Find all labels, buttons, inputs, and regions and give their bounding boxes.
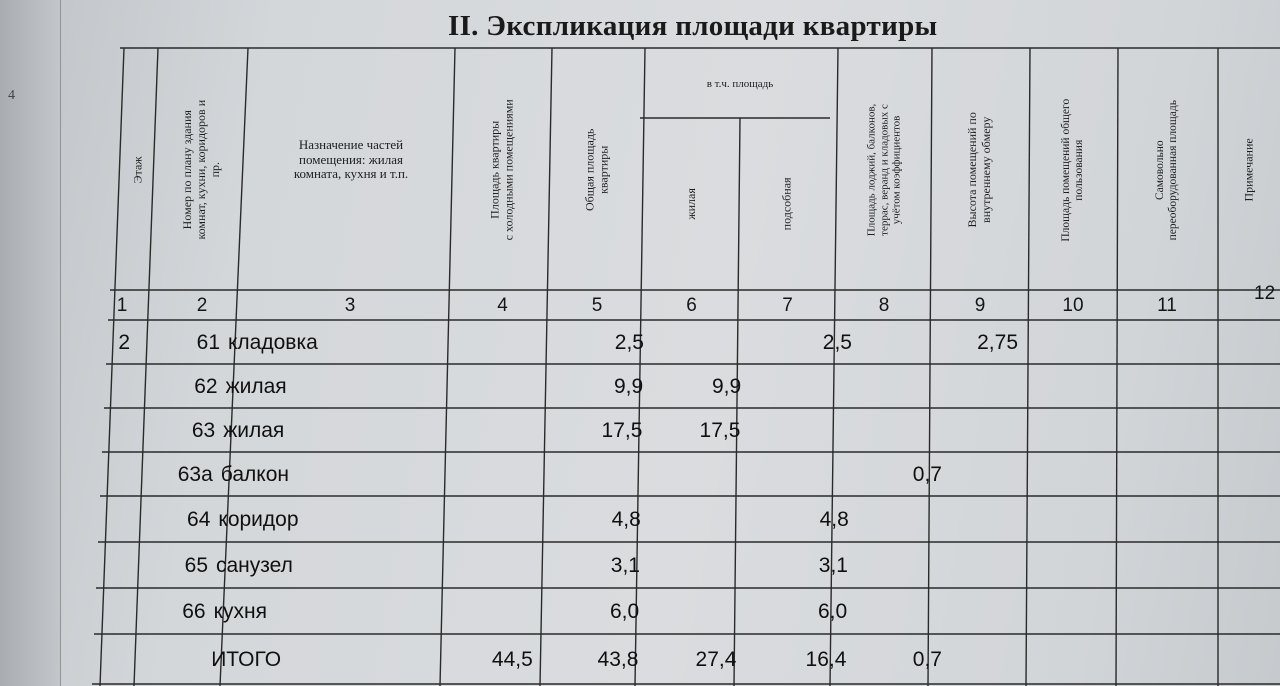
cell-total: 6,0 (609, 600, 640, 623)
cell-name: коридор (218, 508, 299, 531)
cell-total: 4,8 (611, 508, 641, 531)
header-purpose: Назначение частей помещения: жилая комната, кухня и т.п. (293, 136, 409, 182)
cell-total: 2,5 (614, 331, 644, 354)
cell-with-cold (442, 366, 546, 408)
column-number: 1 (116, 295, 128, 316)
cell-loggia: 0,7 (912, 648, 942, 671)
cell-height (930, 590, 1022, 634)
column-number: 6 (686, 295, 697, 316)
cell-num: 66 (182, 600, 206, 623)
cell-total: 9,9 (613, 375, 644, 398)
column-number: 12 (1254, 283, 1276, 304)
cell-living (635, 590, 741, 634)
header-unauthorized: Самовольно переоборудованная площадь (1153, 99, 1180, 241)
cell-floor (96, 544, 122, 588)
cell-name: жилая (223, 419, 285, 442)
cell-name: санузел (216, 554, 293, 577)
cell-with-cold (441, 410, 545, 452)
cell-height: 2,75 (977, 331, 1018, 354)
cell-with-cold: 44,5 (491, 648, 533, 671)
cell-with-cold (434, 590, 538, 634)
column-number: 7 (782, 295, 793, 316)
cell-floor (98, 498, 124, 542)
header-total-area: Общая площадь квартиры (582, 128, 610, 212)
column-number: 8 (878, 295, 890, 316)
cell-num: 61 (196, 331, 220, 354)
header-living: жилая (683, 188, 698, 220)
header-auxiliary: подсобная (779, 177, 794, 231)
cell-num: 63а (177, 463, 213, 486)
cell-aux: 16,4 (805, 648, 847, 671)
cell-num (117, 636, 207, 684)
cell-name: кухня (213, 600, 267, 623)
column-number: 5 (591, 295, 603, 316)
cell-total (543, 454, 646, 496)
cell-height (930, 454, 1022, 496)
column-number: 10 (1062, 295, 1084, 316)
cell-living: 27,4 (695, 648, 737, 671)
cell-name: кладовка (228, 331, 318, 354)
cell-height (930, 366, 1022, 408)
cell-with-cold (436, 544, 540, 588)
header-incl-area: в т.ч. площадь (706, 77, 774, 90)
cell-num: 65 (184, 554, 208, 577)
cell-num: 64 (187, 508, 211, 531)
cell-living (636, 544, 742, 588)
column-number: 9 (974, 295, 986, 316)
cell-total: 43,8 (597, 648, 639, 671)
column-number: 3 (344, 295, 356, 316)
cell-name: балкон (220, 463, 289, 486)
cell-height (930, 544, 1022, 588)
cell-living (640, 322, 746, 364)
header-room-number: Номер по плану здания комнат, кухни, коридоров и пр. (180, 100, 222, 240)
cell-living: 17,5 (699, 419, 741, 442)
cell-living (638, 454, 744, 496)
header-note: Примечание (1242, 138, 1257, 202)
cell-total: 17,5 (601, 419, 643, 442)
cell-floor (106, 366, 132, 408)
cell-floor: 2 (118, 331, 130, 354)
cell-num: 63 (191, 419, 216, 442)
cell-floor (103, 410, 129, 452)
header-area-with-cold: Площадь квартиры с холодными помещениями (487, 99, 516, 241)
column-number: 11 (1157, 295, 1177, 316)
cell-with-cold (438, 498, 542, 542)
cell-total: 3,1 (610, 554, 640, 577)
cell-loggia: 0,7 (912, 463, 942, 486)
cell-aux: 6,0 (817, 600, 848, 623)
header-common: Площадь помещений общего пользования (1059, 98, 1085, 242)
header-floor: Этаж (130, 156, 145, 184)
cell-living: 9,9 (711, 375, 742, 398)
cell-aux: 2,5 (822, 331, 852, 354)
cell-living (637, 498, 743, 542)
cell-num: 62 (194, 375, 218, 398)
cell-name: жилая (225, 375, 287, 398)
column-number: 2 (196, 295, 208, 316)
cell-aux: 4,8 (819, 508, 849, 531)
cell-with-cold (444, 322, 548, 364)
cell-floor (94, 590, 120, 634)
cell-aux: 3,1 (818, 554, 848, 577)
header-height: Высота помещений по внутреннему обмеру (965, 112, 994, 228)
cell-height (930, 410, 1022, 452)
margin-mark: 4 (8, 88, 15, 103)
cell-with-cold (439, 454, 543, 496)
document-title: II. Экспликация площади квартиры (448, 10, 938, 42)
cell-floor (91, 636, 117, 684)
cell-floor (101, 454, 127, 496)
cell-name: ИТОГО (211, 648, 282, 671)
cell-height (930, 498, 1022, 542)
column-number: 4 (497, 295, 508, 316)
cell-height (930, 636, 1022, 684)
header-loggia: Площадь лоджий, балконов, террас, веранд и кладовых с учётом коэффициентов (865, 103, 903, 237)
